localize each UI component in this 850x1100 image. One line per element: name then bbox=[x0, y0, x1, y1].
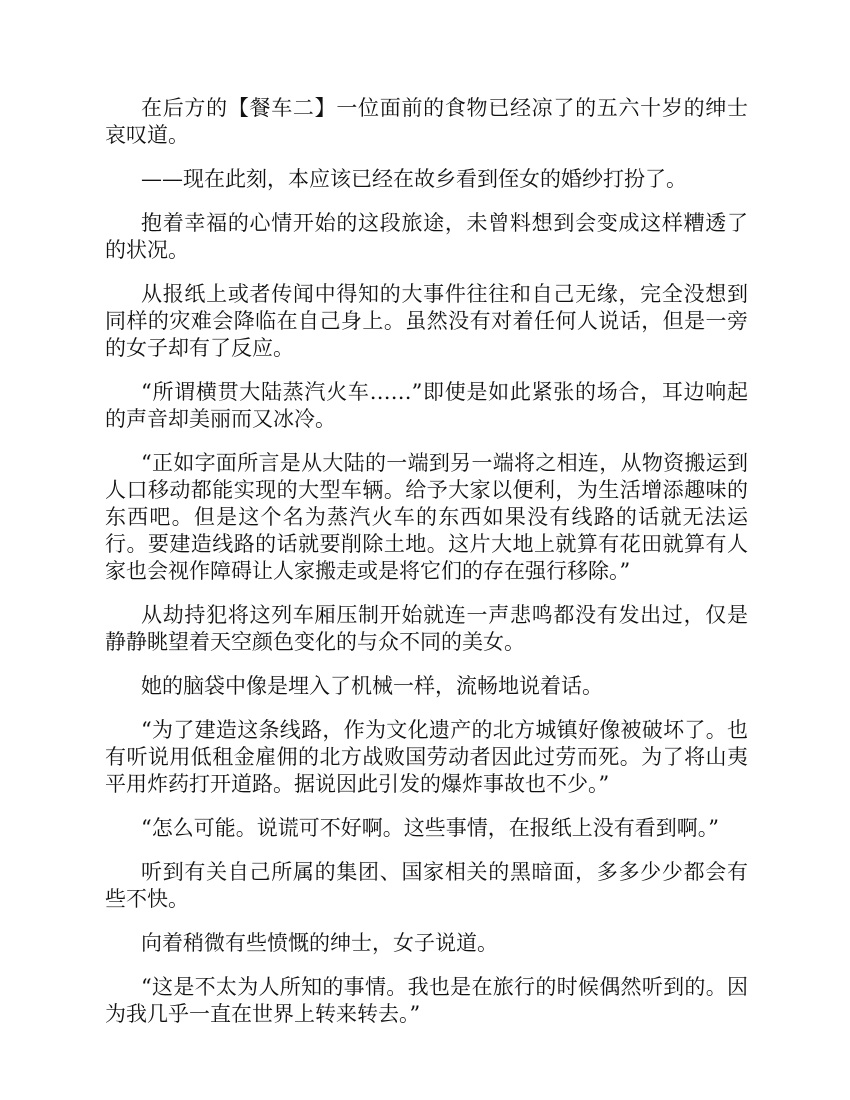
paragraph: 从劫持犯将这列车厢压制开始就连一声悲鸣都没有发出过，仅是静静眺望着天空颜色变化的与众不同的美女。 bbox=[105, 603, 748, 654]
paragraph: “怎么可能。说谎可不好啊。这些事情，在报纸上没有看到啊。” bbox=[141, 816, 719, 840]
paragraph: 在后方的【餐车二】一位面前的食物已经凉了的五六十岁的绅士哀叹道。 bbox=[105, 96, 748, 147]
paragraph: “这是不太为人所知的事情。我也是在旅行的时候偶然听到的。因为我几乎一直在世界上转来转去。” bbox=[105, 975, 748, 1026]
paragraph: ——现在此刻，本应该已经在故乡看到侄女的婚纱打扮了。 bbox=[141, 167, 687, 191]
paragraph: 向着稍微有些愤慨的绅士，女子说道。 bbox=[141, 931, 498, 955]
paragraph: 听到有关自己所属的集团、国家相关的黑暗面，多多少少都会有些不快。 bbox=[105, 860, 748, 911]
paragraph: 抱着幸福的心情开始的这段旅途，未曾料想到会变成这样糟透了的状况。 bbox=[105, 211, 748, 262]
document-page bbox=[105, 95, 748, 1045]
paragraph: “所谓横贯大陆蒸汽火车……”即使是如此紧张的场合，耳边响起的声音却美丽而又冰冷。 bbox=[105, 380, 748, 431]
paragraph: “正如字面所言是从大陆的一端到另一端将之相连，从物资搬运到人口移动都能实现的大型车辆。给予大家以便利，为生活增添趣味的东西吧。但是这个名为蒸汽火车的东西如果没有线路的话就无法运行。要建造线路的话就要削除土地。这片大地上就算有花田就算有人家也会视作障碍让人家搬走或是将它们的存在强行移除。” bbox=[105, 451, 748, 583]
paragraph: 她的脑袋中像是埋入了机械一样，流畅地说着话。 bbox=[141, 674, 603, 698]
paragraph: 从报纸上或者传闻中得知的大事件往往和自己无缘，完全没想到同样的灾难会降临在自己身上。虽然没有对着任何人说话，但是一旁的女子却有了反应。 bbox=[105, 282, 748, 360]
paragraph: “为了建造这条线路，作为文化遗产的北方城镇好像被破坏了。也有听说用低租金雇佣的北方战败国劳动者因此过劳而死。为了将山夷平用炸药打开道路。据说因此引发的爆炸事故也不少。” bbox=[105, 718, 748, 796]
